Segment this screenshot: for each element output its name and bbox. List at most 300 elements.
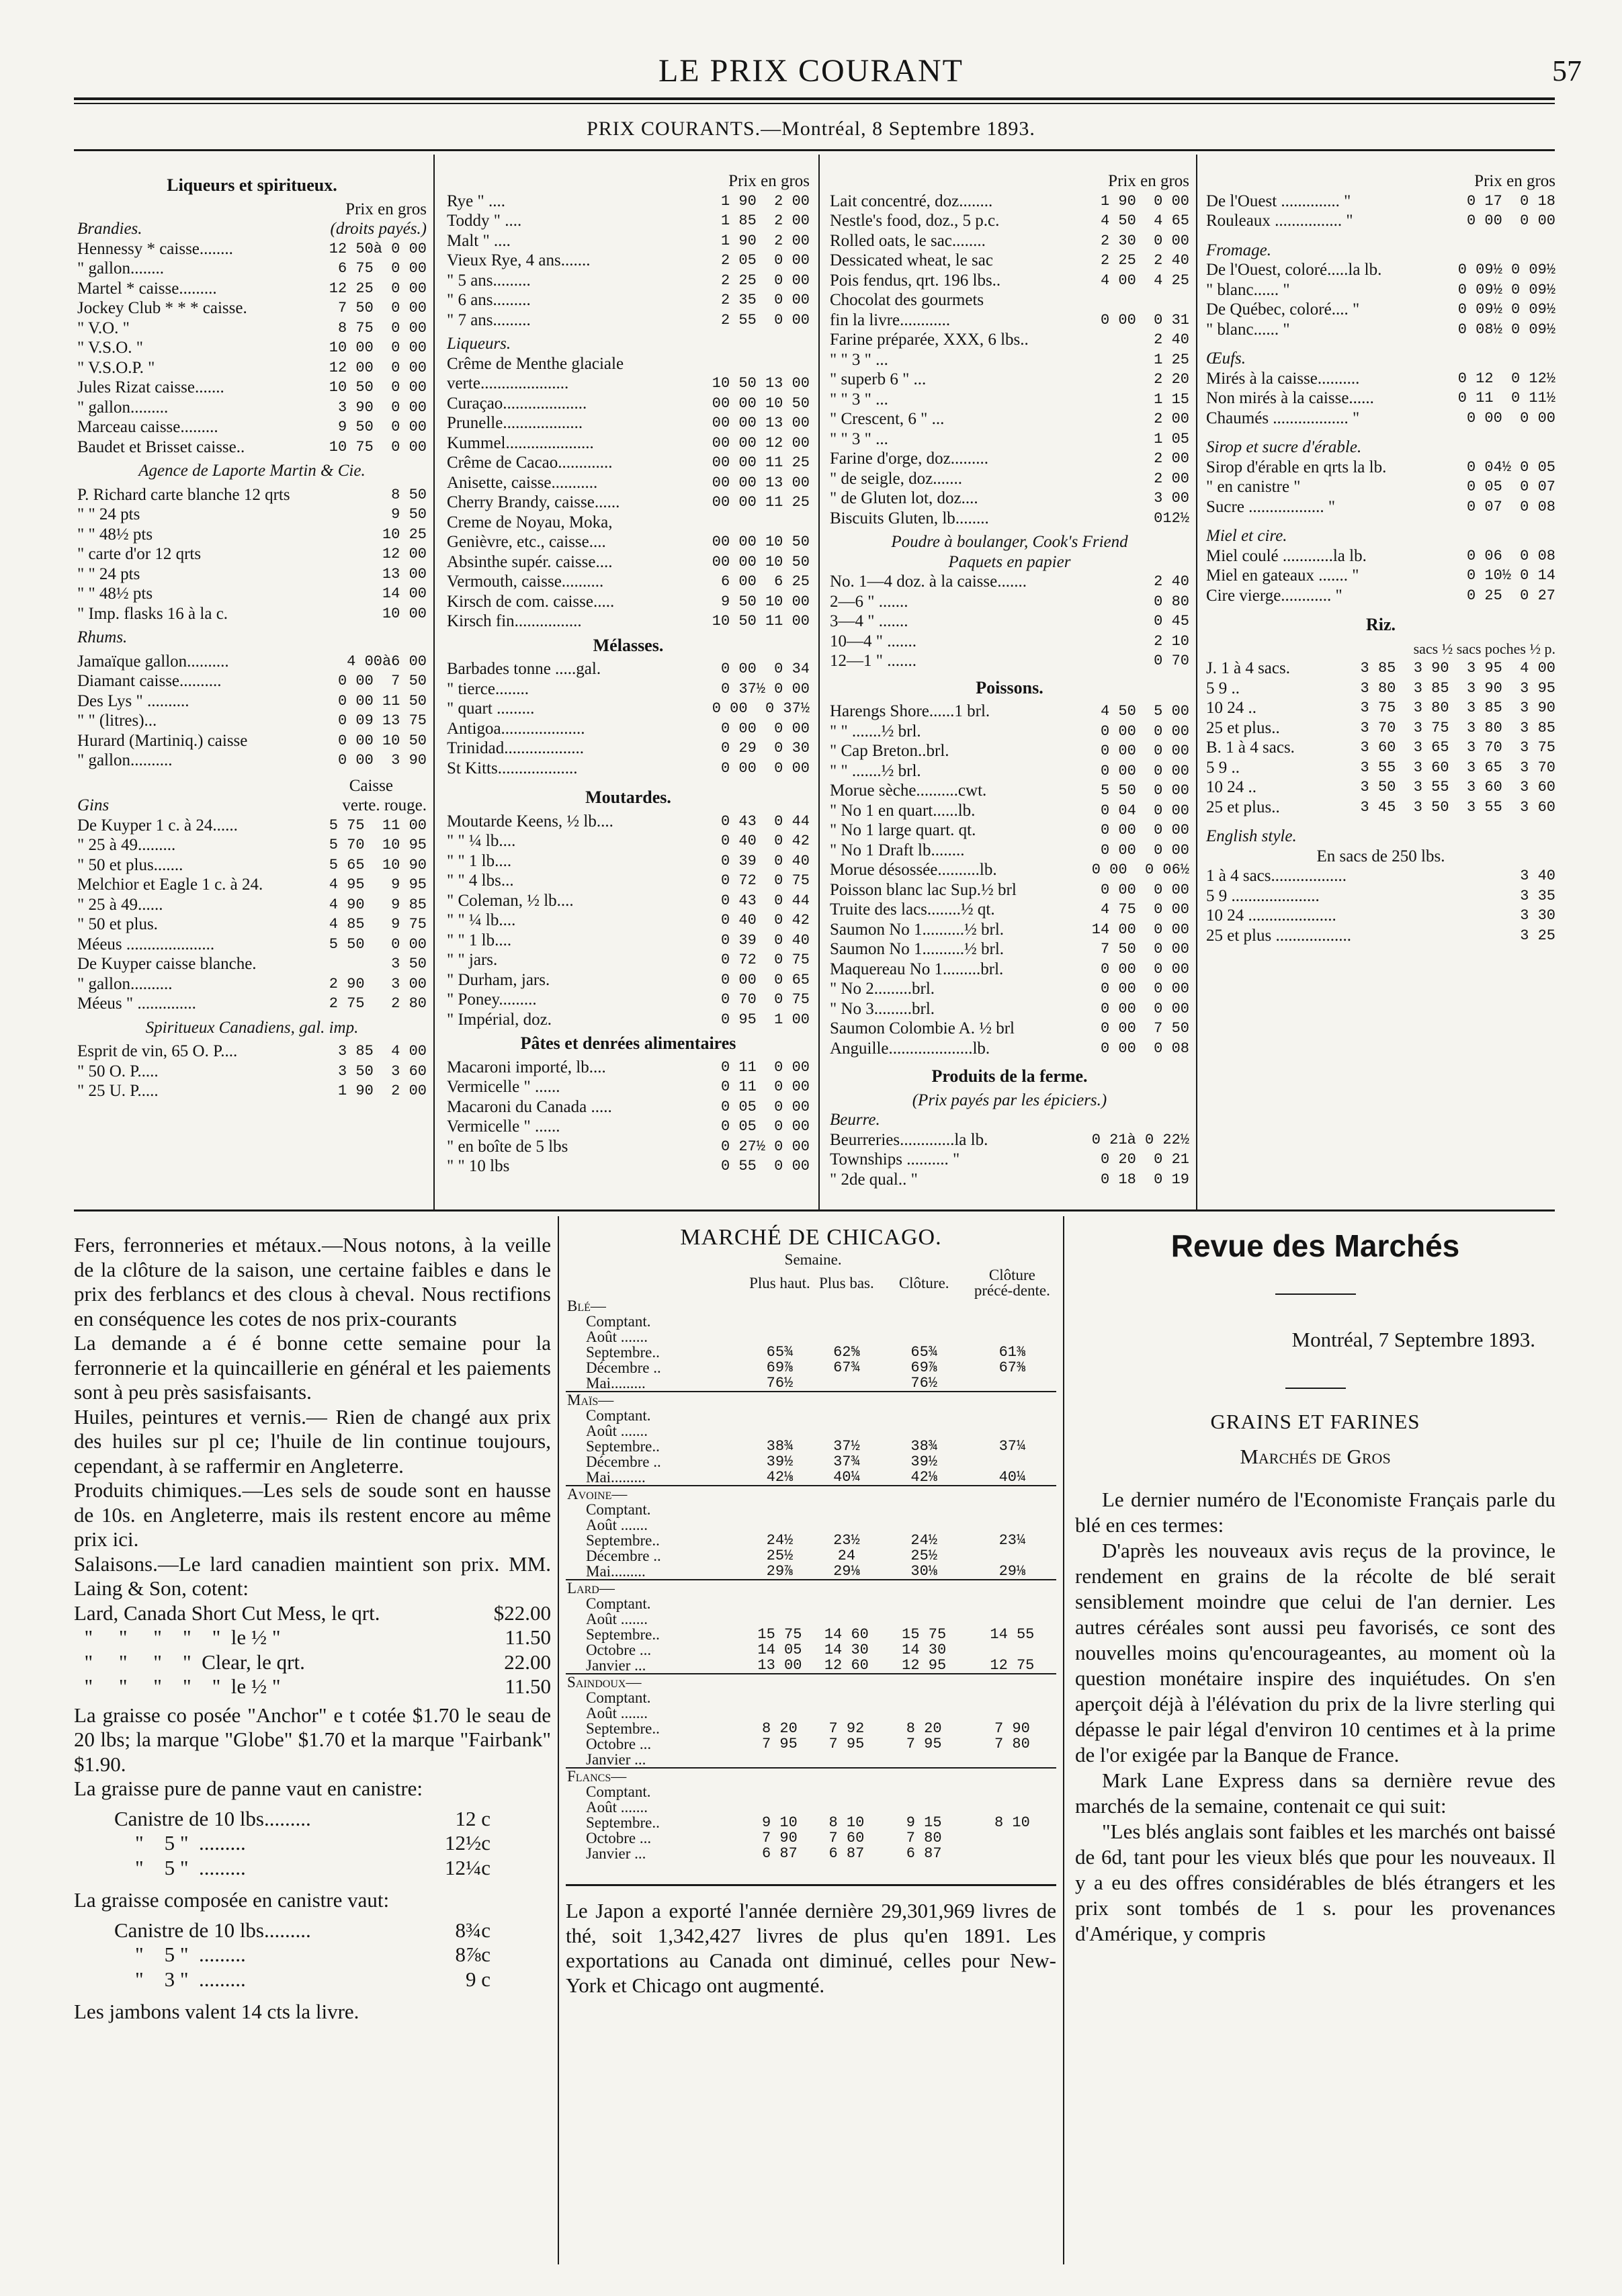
item-name: " gallon........ [77,259,164,278]
table-cell [880,1690,968,1705]
price-row [77,564,427,585]
item-price: 2 35 0 00 [712,292,810,308]
month-label: Septembre.. [586,1814,660,1831]
item-price: 0 00 0 34 [712,661,810,677]
table-cell: 12 95 [902,1657,947,1674]
table-cell: 15 75 [902,1626,947,1643]
table-cell: 69⅞ [766,1359,794,1376]
table-cell [880,1705,968,1721]
item-price: 8¾c [455,1918,490,1942]
item-name: Méeus ..................... [77,935,215,953]
table-cell: 7 90 [762,1830,798,1846]
table-cell: 6 87 [762,1845,798,1862]
group-row [566,1580,1056,1596]
item-price: 5 75 11 00 [320,816,427,834]
category-label: Spiritueux Canadiens, gal. imp. [145,1018,359,1037]
price-row [114,1831,490,1856]
price-row [447,871,810,891]
item-price: 0 08½ 0 09½ [1449,321,1555,338]
category-row: Gins verte. rouge. [77,796,427,814]
price-row [1206,280,1555,300]
item-price: 3 25 [1520,927,1555,944]
table-cell [968,1642,1056,1658]
table-row [566,1830,1056,1846]
item-price: 12½c [444,1831,490,1855]
item-price: 0 04 0 00 [1091,802,1189,819]
item-price: $22.00 [493,1601,551,1625]
table-row [566,1548,1056,1564]
paragraph: Mark Lane Express dans sa dernière revue des marchés de la semaine, contenait ce qui suit: [1075,1769,1555,1818]
section-rule [74,1209,1555,1211]
category-label: Liqueurs. [447,335,511,353]
price-row [74,1650,551,1675]
item-price: 7 50 0 00 [329,300,427,316]
item-name: " " " " " le ½ " [74,1674,281,1698]
table-cell: 76½ [910,1375,937,1392]
price-row [830,350,1189,370]
paragraph: La graisse pure de panne vaut en canistre: [74,1777,423,1800]
price-row [1206,320,1555,340]
item-price: 9 50 [382,506,427,523]
group-label: Lard— [566,1580,1056,1596]
category-label: En sacs de 250 lbs. [1316,847,1445,865]
item-price: 4 95 9 95 [320,876,427,893]
item-name: " No 1 en quart......lb. [830,801,976,820]
item-price: 00 00 13 00 [712,415,810,431]
brandies-list [77,239,427,458]
paragraph: Salaisons.—Le lard canadien maintient son prix. MM. Laing & Son, cotent: [74,1551,551,1600]
price-row [77,1062,427,1082]
item-price: 10 75 0 00 [329,438,427,456]
item-price: 0 45 [1144,613,1189,630]
table-cell: 37½ [833,1438,860,1455]
group-label: Saindoux— [566,1674,1056,1690]
category-label: Sirop et sucre d'érable. [1206,438,1362,456]
item-price: 8 75 0 00 [329,319,427,337]
item-name: " " 3 " ... [830,390,888,409]
item-price: 0 00 10 50 [329,732,427,749]
item-name: 1 à 4 sacs.................. [1206,867,1347,885]
price-row [77,505,427,525]
item-name: " 50 O. P..... [77,1062,159,1080]
item-price: 3 80 3 85 3 90 3 95 [1360,679,1555,697]
price-row [114,1918,490,1943]
table-cell: 6 87 [828,1845,865,1862]
canistre-list [74,1918,490,1992]
table-cell: 14 60 [824,1626,869,1643]
agence-list [77,485,427,624]
item-name: Kirsch fin................ [447,612,582,630]
price-row [830,592,1189,612]
item-name: Toddy " .... [447,212,522,230]
item-name: 5 9 .. [1206,758,1240,777]
item-price: 3 75 3 80 3 85 3 90 [1360,699,1555,716]
item-price: 00 00 10 50 [712,534,810,550]
item-price: 12 25 0 00 [329,280,427,297]
table-cell: 13 00 [757,1657,802,1674]
price-row [1206,369,1555,389]
item-price: 00 00 11 25 [712,494,810,511]
section-title: Liqueurs et spiritueux. [167,175,337,195]
price-row [1206,738,1555,758]
category-label: Paquets en papier [948,552,1071,571]
section-title: Mélasses. [593,635,664,655]
item-price: 0 00 0 00 [1091,762,1189,779]
table-cell [813,1799,880,1815]
table-cell [968,1548,1056,1564]
item-price: 00 00 12 00 [712,434,810,452]
paragraph: La graisse co posée "Anchor" e t cotée $1.70 le seau de 20 lbs; la marque "Globe" $1.70 et la marque "Fairbank" $1.90. [74,1703,551,1776]
item-price: 0 00 7 50 [329,673,427,689]
item-price: 10 25 [382,525,427,543]
table-cell: 7 92 [828,1720,865,1737]
item-price: 2 25 2 40 [1091,252,1189,269]
table-cell: 24½ [910,1532,937,1549]
table-cell: 7 95 [828,1736,865,1752]
table-cell: 67¾ [833,1359,860,1376]
japon-article: Le Japon a exporté l'année dernière 29,301,969 livres de thé, soit 1,342,427 livres de plus qu'en 1891. Les exportations au Canada ont diminué, celles pour New-York et Chicago ont augmenté. [566,1884,1056,1998]
group-row [566,1768,1056,1784]
month-label: Août ....... [586,1799,648,1816]
price-row [77,974,427,994]
item-price: 1 90 2 00 [329,1082,427,1099]
table-cell [746,1752,813,1768]
item-price: 3 40 [1520,867,1555,884]
item-price: 0 18 0 19 [1091,1171,1189,1188]
item-name: " " 3 " ... [830,429,888,448]
item-name: P. Richard carte blanche 12 qrts [77,485,290,504]
table-cell [746,1705,813,1721]
item-price: 0 11 0 11½ [1449,390,1555,407]
item-name: Vermicelle " ...... [447,1117,560,1136]
month-label: Janvier ... [586,1845,646,1862]
price-row [1206,679,1555,699]
price-row [447,394,810,414]
price-row [77,994,427,1014]
item-price: 0 00 0 00 [1091,722,1189,740]
item-price: 10 50 11 00 [712,613,810,630]
price-row [1206,798,1555,818]
price-row [830,939,1189,960]
table-cell [813,1375,880,1392]
item-price: 11.50 [505,1625,551,1649]
table-row [566,1611,1056,1627]
item-name: Beurreries.............la lb. [830,1130,988,1149]
item-name: " " 1 lb.... [447,931,512,949]
table-header [566,1252,1056,1267]
item-price: 7 50 0 00 [1091,941,1189,958]
item-name: Canistre de 10 lbs......... [114,1806,311,1830]
month-label: Comptant. [586,1783,651,1800]
item-price: 2 55 0 00 [712,311,810,329]
col-divider [1196,155,1197,1209]
table-cell [968,1784,1056,1799]
melasses-list [447,659,810,778]
price-row [447,572,810,592]
table-cell [880,1329,968,1345]
price-row [1206,758,1555,778]
item-price: 9 50 0 00 [329,419,427,435]
price-header: Prix en gros [1474,172,1555,190]
item-price: 00 00 11 25 [712,454,810,471]
item-name: 12—1 " ....... [830,652,916,670]
section-title: Produits de la ferme. [931,1066,1088,1086]
item-price: 0 00 0 06½ [1082,861,1189,878]
item-name: " " 48½ pts [77,525,153,544]
item-name: Antigoa.................... [447,719,585,738]
revue-article [1075,1226,1555,1947]
month-label: Septembre.. [586,1720,660,1737]
item-name: Martel * caisse......... [77,279,217,298]
price-row [77,318,427,339]
item-price: 0 09 13 75 [329,712,427,729]
item-name: " " 48½ pts [77,585,153,603]
item-price: 0 43 0 44 [712,812,810,830]
price-row [1206,211,1555,231]
item-name: 25 et plus .................. [1206,926,1351,945]
item-name: " Durham, jars. [447,970,550,989]
table-cell: 42⅛ [910,1469,937,1486]
table-row [566,1470,1056,1486]
item-price: 0 55 0 00 [712,1158,810,1175]
item-name: fin la livre............ [830,310,951,329]
month-label: Comptant. [586,1407,651,1424]
item-name: " superb 6 " ... [830,370,927,388]
item-name: Lait concentré, doz........ [830,192,993,210]
price-header: Prix en gros [1108,172,1189,190]
item-price: 22.00 [504,1650,551,1674]
item-price: 0 25 0 27 [1457,587,1555,604]
table-cell: 8 10 [828,1814,865,1831]
table-row [566,1690,1056,1705]
price-row [1206,477,1555,497]
item-price: 2 00 [1144,450,1189,467]
price-row [447,1097,810,1117]
item-price: 8⅞c [455,1943,490,1966]
month-label: Janvier ... [586,1751,646,1768]
item-name: Trinidad................... [447,739,584,757]
item-name: 10—4 " ....... [830,632,916,650]
table-row [566,1846,1056,1861]
month-label: Septembre.. [586,1344,660,1361]
item-name: Harengs Shore......1 brl. [830,702,990,720]
page-header-title: LE PRIX COURANT [658,53,964,89]
table-row [566,1439,1056,1454]
item-name: " gallon.......... [77,751,173,769]
poudre-list [830,572,1189,671]
price-row [830,1019,1189,1039]
price-row [77,855,427,876]
item-price: 0 00 0 00 [1091,1000,1189,1017]
item-name: Pois fendus, qrt. 196 lbs.. [830,271,1001,290]
item-name: Hennessy * caisse........ [77,239,233,258]
price-row [77,437,427,458]
price-row [447,970,810,990]
item-price: 1 05 [1144,430,1189,448]
price-row [447,592,810,612]
item-price: 2 20 [1144,371,1189,388]
item-price: 0 40 0 42 [712,912,810,929]
item-name: Curaçao.................... [447,394,587,413]
table-cell [968,1408,1056,1423]
table-cell: 65¾ [910,1344,937,1361]
table-cell: 8 20 [762,1720,798,1737]
fromage-list [1206,260,1555,339]
table-row [566,1736,1056,1752]
item-price: 9 c [465,1967,490,1991]
table-cell [968,1423,1056,1439]
item-name: " No 1 large quart. qt. [830,821,976,839]
item-price: 0 00 0 00 [1091,980,1189,997]
group-label: Flancs— [566,1768,1056,1784]
table-cell [813,1502,880,1517]
item-name: Melchior et Eagle 1 c. à 24. [77,876,263,894]
paragraph: Huiles, peintures et vernis.— Rien de changé aux prix des huiles sur pl ce; l'huile de lin continue toujours, cependant, à se raffermir en Angleterre. [74,1404,551,1478]
item-price: 0 06 0 08 [1457,547,1555,564]
price-row [1206,698,1555,718]
subsection-heading: Marchés de Gros [1240,1445,1391,1468]
item-price: 0 29 0 30 [712,740,810,757]
item-price: 0 39 0 40 [712,931,810,949]
item-name: " gallon......... [77,398,169,417]
paragraph: "Les blés anglais sont faibles et les marchés ont baissé de 6d, tant pour les vieux blés que pour les nouveaux. Il y a eu des offres considérables de blés étrangers et les prix sont tombés de 1 s. pour les provenances d'Amérique, y compris [1075,1820,1555,1945]
price-row [830,999,1189,1019]
item-price: 4 75 0 00 [1091,901,1189,918]
whisky-list [447,192,810,331]
item-name: Truite des lacs........½ qt. [830,900,995,919]
table-cell: 25½ [766,1547,794,1564]
item-price: 11.50 [505,1674,551,1698]
item-name: Macaroni importé, lb.... [447,1058,606,1076]
month-label: Décembre .. [586,1359,661,1376]
table-cell [813,1752,880,1768]
item-name: Chaumés .................. " [1206,409,1360,427]
month-label: Janvier ... [586,1657,646,1674]
item-name: St Kitts................... [447,759,578,777]
price-row [830,960,1189,980]
item-name: Miel en gateaux ....... " [1206,566,1359,585]
price-row [1206,458,1555,478]
table-cell [968,1846,1056,1861]
liqueurs-list-2 [447,532,810,632]
item-name: " " 24 pts [77,505,140,523]
price-row [830,251,1189,271]
item-name: 10 24 ..................... [1206,906,1336,925]
table-cell [968,1314,1056,1329]
item-name: " V.S.O. " [77,339,143,357]
sirop-list [1206,458,1555,517]
table-cell [813,1408,880,1423]
item-price: 0 00 0 00 [712,720,810,737]
item-name: Chocolat des gourmets [830,291,984,309]
item-name: Farine préparée, XXX, 6 lbs.. [830,331,1029,349]
category-label: Fromage. [1206,241,1271,259]
table-cell: 12 60 [824,1657,869,1674]
item-price: 2 75 2 80 [320,995,427,1012]
item-price: 0 00 0 37½ [703,700,810,717]
item-name: Moutarde Keens, ½ lb.... [447,812,613,831]
item-price: 1 15 [1144,390,1189,408]
col-divider [558,1216,559,2264]
table-cell [746,1611,813,1627]
table-cell: 23¼ [998,1532,1026,1549]
item-name: Vermouth, caisse.......... [447,572,604,591]
table-cell: 37¾ [833,1453,860,1470]
item-name: Hurard (Martiniq.) caisse [77,731,248,750]
table-row [566,1517,1056,1533]
price-row [1206,926,1555,946]
month-label: Comptant. [586,1313,651,1330]
item-name: Sirop d'érable en qrts la lb. [1206,458,1387,476]
price-row [830,572,1189,592]
item-name: " blanc...... " [1206,280,1290,299]
divider [1285,1388,1346,1389]
item-price: 6 00 6 25 [712,573,810,590]
table-cell: 12 75 [990,1657,1035,1674]
item-price: 0 00 0 00 [1091,841,1189,859]
price-column-3 [830,171,1189,1189]
item-price: 0 00 0 00 [1457,212,1555,229]
table-cell [746,1690,813,1705]
table-cell: 23½ [833,1532,860,1549]
column-header: Clôture précé-dente. [974,1267,1050,1299]
table-cell: 76½ [766,1375,794,1392]
item-price: 5 50 0 00 [1091,782,1189,799]
item-price: 1 25 [1144,351,1189,368]
price-row [1206,409,1555,429]
item-name: " " .......½ brl. [830,761,921,780]
price-row [447,211,810,231]
price-row [830,429,1189,450]
item-name: J. 1 à 4 sacs. [1206,659,1290,677]
price-row [447,659,810,679]
item-name: Poisson blanc lac Sup.½ brl [830,880,1017,899]
month-label: Décembre .. [586,1453,661,1470]
divider [1275,1293,1356,1295]
price-row [77,378,427,398]
item-price: 0 05 0 00 [712,1118,810,1135]
item-name: De l'Ouest .............. " [1206,192,1351,210]
item-price: 0 95 1 00 [712,1011,810,1028]
category-label: Rhums. [77,628,128,646]
price-row [447,1156,810,1177]
price-row [830,781,1189,801]
table-cell [968,1752,1056,1768]
table-row [566,1345,1056,1360]
item-name: 5 9 ..................... [1206,886,1320,905]
item-price: 0 40 0 42 [712,833,810,849]
item-price: 0 80 [1144,593,1189,610]
item-price: 0 04½ 0 05 [1457,458,1555,476]
table-cell [880,1611,968,1627]
item-name: De Kuyper 1 c. à 24...... [77,816,238,835]
table-cell [746,1423,813,1439]
item-price: 2 25 0 00 [712,271,810,289]
text-line: Crême de Menthe glaciale [447,354,624,373]
price-row [77,751,427,771]
item-price: 12 00 0 00 [329,359,427,376]
price-row [74,1601,551,1626]
table-cell [880,1517,968,1533]
item-name: Saumon No 1..........½ brl. [830,940,1005,958]
item-name: " de Gluten lot, doz.... [830,489,978,507]
price-row [447,812,810,832]
table-row [566,1423,1056,1439]
table-row [566,1784,1056,1799]
item-name: Cire vierge............ " [1206,586,1342,605]
category-label: Agence de Laporte Martin & Cie. [138,462,366,480]
item-price: 0 09½ 0 09½ [1449,281,1555,298]
